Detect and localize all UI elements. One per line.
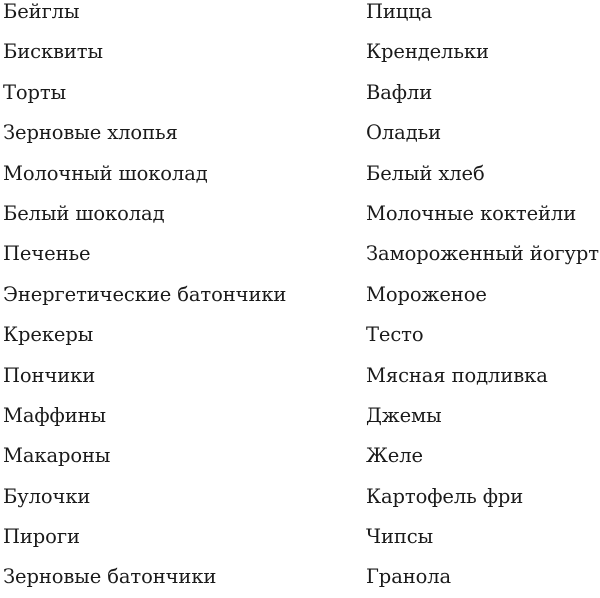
list-item: Мороженое [366,282,487,306]
list-item: Желе [366,444,423,468]
list-item: Маффины [3,403,106,427]
list-item: Пироги [3,525,80,549]
list-item: Бисквиты [3,40,103,64]
list-item: Зерновые батончики [3,565,217,589]
list-item: Джемы [366,403,442,427]
food-list-right-column [366,0,600,598]
list-item: Булочки [3,484,91,508]
list-item: Зерновые хлопья [3,121,178,145]
list-item: Вафли [366,80,433,104]
list-item: Печенье [3,242,91,266]
list-item: Гранола [366,565,452,589]
list-item: Пончики [3,363,96,387]
list-item: Торты [3,80,67,104]
list-item: Картофель фри [366,484,524,508]
list-item: Белый хлеб [366,161,485,185]
list-item: Энергетические батончики [3,282,287,306]
list-item: Чипсы [366,525,434,549]
list-item: Белый шоколад [3,201,165,225]
list-item: Молочный шоколад [3,161,208,185]
food-list-left-column [3,0,303,598]
list-item: Молочные коктейли [366,201,577,225]
list-item: Макароны [3,444,111,468]
list-item: Крекеры [3,323,94,347]
list-item: Оладьи [366,121,442,145]
list-item: Замороженный йогурт [366,242,599,266]
list-item: Бейглы [3,0,80,23]
list-item: Крендельки [366,40,489,64]
list-item: Тесто [366,323,424,347]
list-item: Мясная подливка [366,363,548,387]
list-item: Пицца [366,0,433,23]
